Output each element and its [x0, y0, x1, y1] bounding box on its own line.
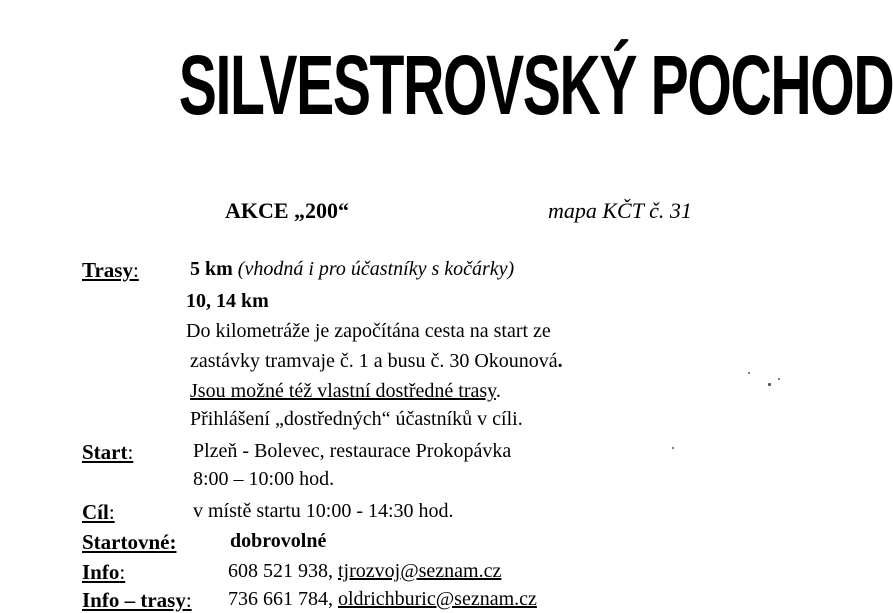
entry-fee-value: dobrovolné — [230, 530, 327, 552]
finish-label — [82, 500, 115, 525]
route-info-line-2-dot: . — [557, 350, 563, 372]
start-label-text: Start — [82, 440, 128, 464]
scan-speck — [778, 378, 780, 380]
info-contact — [228, 560, 501, 583]
route-5km-note: (vhodná i pro účastníky s kočárky) — [237, 258, 515, 280]
map-reference: mapa KČT č. 31 — [548, 198, 692, 223]
scan-speck — [748, 372, 750, 374]
scan-speck — [768, 383, 771, 386]
own-routes-note: Jsou možné též vlastní dostředné trasy — [190, 380, 496, 402]
route-info-line-4: Přihlášení „dostředných“ účastníků v cíli. — [190, 408, 523, 430]
info-email-link[interactable]: tjrozvoj@seznam.cz — [338, 560, 502, 582]
routes-label-text: Trasy — [82, 258, 133, 282]
route-info-label-colon: : — [185, 588, 192, 612]
scan-speck — [672, 447, 674, 449]
route-info-email-link[interactable]: oldrichburic@seznam.cz — [338, 588, 537, 610]
info-label-text: Info — [82, 560, 120, 584]
poster-title: SILVESTROVSKÝ POCHOD — [178, 38, 893, 132]
start-label — [82, 440, 133, 465]
entry-fee-label — [82, 530, 177, 555]
route-10-14km: 10, 14 km — [186, 290, 269, 312]
route-5km-distance: 5 km — [190, 258, 233, 280]
own-routes-dot: . — [495, 380, 501, 402]
route-info-phone: 736 661 784, — [228, 588, 338, 610]
route-5km — [190, 258, 514, 281]
route-info-line-2 — [190, 350, 563, 373]
info-phone: 608 521 938, — [228, 560, 338, 582]
finish-info: v místě startu 10:00 - 14:30 hod. — [193, 500, 454, 522]
route-info-contact — [228, 588, 537, 611]
routes-label — [82, 258, 139, 283]
finish-label-text: Cíl — [82, 500, 109, 524]
info-label — [82, 560, 125, 585]
entry-fee-label-text: Startovné — [82, 530, 170, 554]
route-info-line-1: Do kilometráže je započítána cesta na start ze — [186, 320, 551, 342]
start-time: 8:00 – 10:00 hod. — [193, 468, 335, 490]
event-code: AKCE „200“ — [225, 198, 350, 223]
start-label-colon: : — [127, 440, 134, 464]
route-info-label-text: Info – trasy — [82, 588, 186, 612]
info-label-colon: : — [119, 560, 126, 584]
start-place: Plzeň - Bolevec, restaurace Prokopávka — [193, 440, 512, 462]
entry-fee-label-colon: : — [169, 530, 177, 554]
route-info-line-2-text: zastávky tramvaje č. 1 a busu č. 30 Okounová — [190, 350, 558, 372]
route-info-line-3 — [190, 380, 501, 403]
routes-label-colon: : — [132, 258, 139, 282]
finish-label-colon: : — [108, 500, 115, 524]
route-info-label — [82, 588, 192, 613]
